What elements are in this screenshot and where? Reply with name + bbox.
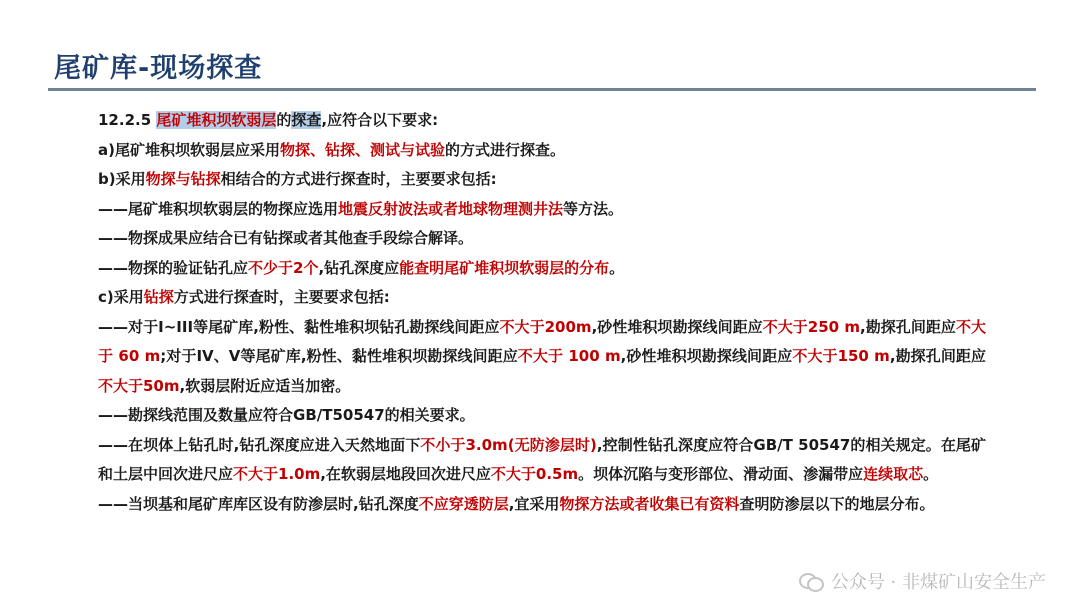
emphasis: 物探方法或者收集已有资料 [559, 494, 740, 513]
item-c-sub-3 [98, 431, 986, 490]
emphasis: 地震反射波法或者地球物理测井法 [338, 199, 564, 218]
text-segment: 相结合的方式进行探查时，主要要求包括: [220, 170, 497, 188]
item-b-sub-2 [98, 224, 986, 254]
emphasis: 物探、钻探、测试与试验 [279, 140, 445, 159]
emphasis: 钻探 [143, 288, 174, 306]
clause-number: 12.2.5 [98, 111, 157, 129]
emphasis: 不大于 100 m [517, 347, 621, 365]
text-segment: ——对于Ⅰ~III等尾矿库,粉性、黏性堆积坝钻孔勘探线间距应 [98, 317, 500, 336]
item-b [98, 165, 986, 195]
text-segment: a)尾矿堆积坝软弱层应采用 [98, 140, 280, 159]
text-segment: ;对于IV、V等尾矿库,粉性、黏性堆积坝勘探线间距应 [160, 347, 518, 365]
page-title: 尾矿库-现场探查 [54, 53, 263, 84]
wechat-icon [799, 571, 823, 591]
keyword: 探查 [291, 111, 322, 129]
text-segment: 等方法。 [563, 199, 624, 218]
emphasis: 物探与钻探 [145, 170, 221, 188]
emphasis: 不少于2个 [248, 258, 319, 277]
text-segment: ,钻孔深度应 [318, 258, 400, 277]
text-segment: 的 [276, 111, 292, 129]
emphasis: 能查明尾矿堆积坝软弱层的分布 [399, 258, 610, 277]
text-segment: ,砂性堆积坝勘探线间距应 [620, 347, 793, 365]
text-segment: ,应符合以下要求: [321, 111, 439, 129]
watermark [799, 568, 1046, 594]
text-segment: 。 [609, 258, 625, 277]
text-segment: ——尾矿堆积坝软弱层的物探应选用 [98, 199, 339, 218]
emphasis: 不应穿透防层 [418, 494, 509, 513]
item-b-sub-3 [98, 254, 986, 284]
keyword: 尾矿堆积坝软弱层 [156, 111, 277, 129]
emphasis: 连续取芯 [863, 465, 924, 483]
text-segment: 方式进行探查时，主要要求包括: [173, 288, 390, 306]
clause-heading [98, 106, 986, 136]
item-c-sub-4 [98, 490, 986, 520]
watermark-text: 公众号 · 非煤矿山安全生产 [830, 572, 1046, 593]
emphasis: 不大于50m [98, 376, 180, 395]
text-segment: ,在软弱层地段回次进尺应 [320, 465, 491, 483]
text-segment: ——当坝基和尾矿库库区设有防渗层时,钻孔深度 [98, 494, 419, 513]
text-segment: 的方式进行探查。 [445, 140, 566, 159]
text-segment: ,勘探孔间距应 [889, 347, 987, 365]
emphasis: 不大于0.5m [490, 465, 579, 483]
text-segment: ——在坝体上钻孔时,钻孔深度应进入天然地面下 [98, 435, 421, 454]
item-b-sub-1 [98, 195, 986, 225]
emphasis: 不大于250 m [762, 317, 860, 336]
text-segment: ,控制性钻孔深度应符合GB/T 50547的相关规定。在尾矿和土层中回次进尺应 [98, 435, 986, 483]
text-segment: 查明防渗层以下的地层分布。 [739, 494, 935, 513]
item-c [98, 283, 986, 313]
emphasis: 不大于 60 m [98, 317, 986, 365]
emphasis: 不大于200m [499, 317, 592, 336]
text-segment: ——勘探线范围及数量应符合GB/T50547的相关要求。 [98, 406, 475, 424]
emphasis: 不大于1.0m [233, 465, 321, 483]
text-segment: ,勘探孔间距应 [860, 317, 956, 336]
item-c-sub-1 [98, 313, 986, 402]
requirements-body [98, 106, 986, 519]
text-segment: c)采用 [98, 288, 144, 306]
text-segment: 。 [923, 465, 939, 483]
text-segment: ——物探成果应结合已有钻探或者其他查手段综合解译。 [98, 229, 474, 247]
text-segment: 。坝体沉陷与变形部位、滑动面、渗漏带应 [578, 465, 864, 483]
text-segment: ,砂性堆积坝勘探线间距应 [591, 317, 763, 336]
text-segment: ,宜采用 [508, 494, 560, 513]
text-segment: ——物探的验证钻孔应 [98, 258, 249, 277]
item-a [98, 136, 986, 166]
text-segment: b)采用 [98, 170, 146, 188]
title-divider [48, 88, 1036, 91]
text-segment: ,软弱层附近应适当加密。 [179, 376, 351, 395]
item-c-sub-2 [98, 401, 986, 431]
emphasis: 不小于3.0m(无防渗层时) [420, 435, 597, 454]
emphasis: 不大于150 m [792, 347, 890, 365]
